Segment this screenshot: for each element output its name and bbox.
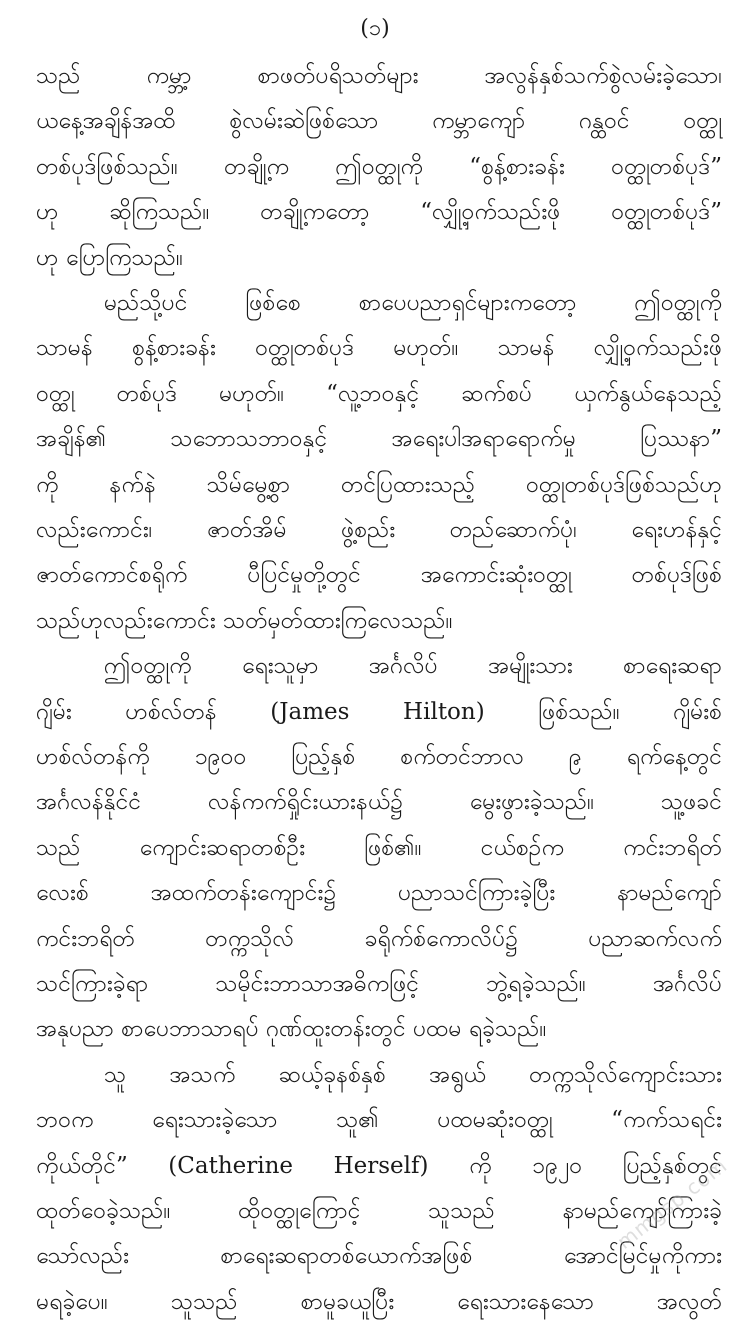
text-line: သူ အသက် ဆယ့်ခုနစ်နှစ် အရွယ် တက္ကသိုလ်ကျောင်းသား <box>104 1061 722 1088</box>
text-line: ထုတ်ဝေခဲ့သည်။ ထိုဝတ္ထုကြောင့် သူသည် နာမည်ကျော်ကြားခဲ့ <box>36 1198 722 1224</box>
text-line: လည်းကောင်း၊ ဇာတ်အိမ် ဖွဲ့စည်း တည်ဆောက်ပုံ၊ ရေးဟန်နှင့် <box>36 517 722 543</box>
text-line: သော်လည်း စာရေးဆရာတစ်ယောက်အဖြစ် အောင်မြင်မှုကိုကား <box>36 1243 722 1270</box>
text-line: သည် ကမ္ဘာ့ စာဖတ်ပရိသတ်များ အလွန်နှစ်သက်စွဲလမ်းခဲ့သော၊ <box>36 63 722 89</box>
text-line: ဟု ဆိုကြသည်။ တချို့ကတော့ “လျှို့ဝှက်သည်းဖို ဝတ္ထုတစ်ပုဒ်” <box>36 199 722 226</box>
text-line: အချိန်၏ သဘောသဘာဝနှင့် အရေးပါအရာရောက်မှု ပြဿနာ” <box>36 426 722 453</box>
text-line: တစ်ပုဒ်ဖြစ်သည်။ တချို့က ဤဝတ္ထုကို “စွန့်စားခန်း ဝတ္ထုတစ်ပုဒ်” <box>36 153 722 180</box>
text-line: ဇာတ်ကောင်စရိုက် ပီပြင်မှုတို့တွင် အကောင်းဆုံးဝတ္ထု တစ်ပုဒ်ဖြစ် <box>36 562 722 589</box>
text-line: သည်ဟုလည်းကောင်း သတ်မှတ်ထားကြလေသည်။ <box>36 607 453 634</box>
text-line: သည် ကျောင်းဆရာတစ်ဦး ဖြစ်၏။ ငယ်စဉ်က ကင်းဘရိတ် <box>36 834 722 861</box>
text-line: ဟစ်လ်တန်ကို ၁၉၀၀ ပြည့်နှစ် စက်တင်ဘာလ ၉ ရက်နေ့တွင် <box>36 744 722 770</box>
text-line: ဤဝတ္ထုကို ရေးသူမှာ အင်္ဂလိပ် အမျိုးသား စာရေးဆရာ <box>104 653 722 680</box>
text-line: မရခဲ့ပေ။ သူသည် စာမူခယူပြီး ရေးသားနေသော အလွတ် <box>36 1288 722 1315</box>
text-line: သာမန် စွန့်စားခန်း ဝတ္ထုတစ်ပုဒ် မဟုတ်။ သာမန် လျှို့ဝှက်သည်းဖို <box>36 335 722 362</box>
text-line: လေးစ် အထက်တန်းကျောင်း၌ ပညာသင်ကြားခဲ့ပြီး နာမည်ကျော် <box>36 880 722 907</box>
text-line: သင်ကြားခဲ့ရာ သမိုင်းဘာသာအဓိကဖြင့် ဘွဲ့ရခဲ့သည်။ အင်္ဂလိပ် <box>36 971 722 997</box>
text-line: ကင်းဘရိတ် တက္ကသိုလ် ခရိုက်စ်ကောလိပ်၌ ပညာဆက်လက် <box>36 925 722 952</box>
text-line: ကို နက်နဲ သိမ်မွေ့စွာ တင်ပြထားသည့် ဝတ္ထုတစ်ပုဒ်ဖြစ်သည်ဟု <box>36 471 722 498</box>
text-line: ဂျိမ်း ဟစ်လ်တန် (James Hilton) ဖြစ်သည်။ ဂျိမ်းစ် <box>36 698 722 725</box>
text-line: အနုပညာ စာပေဘာသာရပ် ဂုဏ်ထူးတန်းတွင် ပထမ ရခဲ့သည်။ <box>36 1016 547 1043</box>
text-line: အင်္ဂလန်နိုင်ငံ လန်ကက်ရှိုင်းယားနယ်၌ မွေးဖွားခဲ့သည်။ သူ့ဖခင် <box>36 789 722 816</box>
text-line: ဘဝက ရေးသားခဲ့သော သူ၏ ပထမဆုံးဝတ္ထု “ကက်သရင်း <box>36 1107 722 1134</box>
text-line: ယနေ့အချိန်အထိ စွဲလမ်းဆဲဖြစ်သော ကမ္ဘာကျော် ဂန္ထဝင် ဝတ္ထု <box>36 108 722 135</box>
page-number: (၁) <box>360 16 390 41</box>
text-line: မည်သို့ပင် ဖြစ်စေ စာပေပညာရှင်များကတော့ ဤဝတ္ထုကို <box>104 290 722 316</box>
text-line: ဟု ပြောကြသည်။ <box>36 244 183 271</box>
text-line: ကိုယ်တိုင်” (Catherine Herself) ကို ၁၉၂၀ ပြည့်နှစ်တွင် <box>36 1152 722 1179</box>
text-line: ဝတ္ထု တစ်ပုဒ် မဟုတ်။ “လူ့ဘဝနှင့် ဆက်စပ် ယှက်နွယ်နေသည့် <box>36 380 722 407</box>
watermark: mmgsp.com <box>612 1153 732 1254</box>
